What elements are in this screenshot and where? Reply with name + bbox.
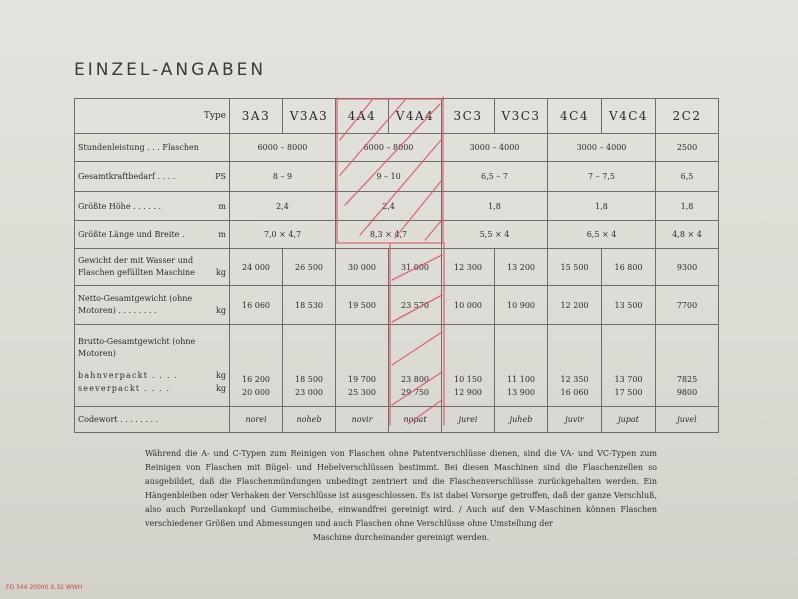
value-cell: 7,0 × 4,7	[230, 221, 336, 249]
value-cell: 9 – 10	[336, 162, 442, 192]
value-cell: 10 000	[442, 286, 495, 325]
type-3c3: 3C3	[442, 99, 495, 134]
type-v3a3: V3A3	[283, 99, 336, 134]
label-line: Gewicht der mit Wasser und	[78, 256, 194, 265]
table-row-hoehe	[75, 192, 719, 221]
value-cell	[656, 325, 719, 407]
type-v4c4: V4C4	[602, 99, 656, 134]
type-v3c3: V3C3	[495, 99, 548, 134]
bahn-value: 13 700	[614, 375, 643, 384]
value-cell	[230, 325, 283, 407]
see-value: 20 000	[242, 388, 270, 397]
unit-label: kg	[216, 268, 226, 277]
see-value: 23 000	[295, 388, 323, 397]
value-cell: 6000 – 8000	[230, 134, 336, 162]
value-cell: 2,4	[230, 192, 336, 221]
value-cell	[336, 325, 389, 407]
type-v4a4: V4A4	[389, 99, 442, 134]
value-cell	[495, 325, 548, 407]
bahn-value: 23 800	[401, 375, 429, 384]
unit-label: kg	[216, 306, 226, 315]
see-value: 25 300	[348, 388, 376, 397]
value-cell: 6,5	[656, 162, 719, 192]
value-cell: 4,8 × 4	[656, 221, 719, 249]
value-cell: 10 900	[495, 286, 548, 325]
label-line: Brutto-Gesamtgewicht (ohne	[78, 337, 196, 346]
type-4c4: 4C4	[548, 99, 602, 134]
value-cell: 8 – 9	[230, 162, 336, 192]
see-value: 13 900	[507, 388, 535, 397]
bahn-value: 12 350	[560, 375, 589, 384]
value-cell: 6000 – 8000	[336, 134, 442, 162]
value-cell: 1,8	[442, 192, 548, 221]
label-text: Größte Höhe . . . . . .	[78, 201, 162, 211]
codeword-cell: jurei	[442, 407, 495, 433]
type-3a3: 3A3	[230, 99, 283, 134]
codeword-cell: juvel	[656, 407, 719, 433]
value-cell	[548, 325, 602, 407]
label-text: Größte Länge und Breite .	[78, 230, 185, 239]
row-label-laenge-breite	[75, 221, 230, 249]
see-value: 9800	[676, 388, 698, 397]
table-row-codewort	[75, 407, 719, 433]
value-cell: 13 500	[602, 286, 656, 325]
table-row-netto	[75, 286, 719, 325]
value-cell: 31 000	[389, 249, 442, 286]
value-cell: 13 200	[495, 249, 548, 286]
table-row-gewicht	[75, 249, 719, 286]
row-label-hoehe	[75, 192, 230, 221]
see-value: 16 060	[560, 388, 589, 397]
value-cell	[602, 325, 656, 407]
page-heading: EINZEL-ANGABEN	[74, 60, 267, 80]
paragraph-last-line: Maschine durcheinander gereinigt werden.	[312, 533, 490, 542]
description-paragraph	[145, 447, 657, 545]
value-cell: 1,8	[548, 192, 656, 221]
table-row-type	[75, 99, 719, 134]
row-label-stundenleistung: Stundenleistung . . . Flaschen	[75, 134, 230, 162]
value-cell: 3000 – 4000	[548, 134, 656, 162]
label-line: Netto-Gesamtgewicht (ohne	[78, 294, 193, 303]
codeword-cell: nopat	[389, 407, 442, 433]
codeword-cell: juvir	[548, 407, 602, 433]
type-label: Type	[75, 99, 230, 134]
value-cell: 7700	[656, 286, 719, 325]
value-cell: 6,5 × 4	[548, 221, 656, 249]
value-cell: 2,4	[336, 192, 442, 221]
unit-label: PS	[215, 172, 226, 181]
label-line: Motoren) . . . . . . . .	[78, 306, 157, 315]
value-cell	[389, 325, 442, 407]
bahn-value: 11 100	[507, 375, 535, 384]
table-row-stundenleistung	[75, 134, 719, 162]
paragraph-body: Während die A- und C-Typen zum Reinigen von Flaschen ohne Patentverschlüsse dienen, sind die VA- und VC-Typen zum Reinigen von Flaschen mit Bügel- und Hebelverschlüssen bestimmt. Bei diesen Maschinen sind die Flaschenzellen so ausgebildet, daß die Flaschenmündungen unbedingt zentriert und die Flaschenverschlüsse zurückgehalten werden. Ein Hängenbleiben oder Verhaken der Verschlüsse ist ausgeschlossen. Es ist dabei Vorsorge getroffen, daß der ganze Verschluß, also auch Porzellankopf und Gummischeibe, einwandfrei gereinigt wird. / Auch auf den V-Maschinen können Flaschen verschiedener Größen und Abmessungen und auch Flaschen ohne Verschlüsse ohne Umstellung der	[145, 449, 657, 528]
codeword-cell: juheb	[495, 407, 548, 433]
value-cell: 23 570	[389, 286, 442, 325]
value-cell: 9300	[656, 249, 719, 286]
value-cell: 12 200	[548, 286, 602, 325]
row-label-kraftbedarf	[75, 162, 230, 192]
unit-label: kg	[216, 384, 226, 393]
value-cell: 26 500	[283, 249, 336, 286]
row-label-codewort: Codewort . . . . . . . .	[75, 407, 230, 433]
type-2c2: 2C2	[656, 99, 719, 134]
value-cell	[283, 325, 336, 407]
value-cell: 18 530	[283, 286, 336, 325]
value-cell: 24 000	[230, 249, 283, 286]
value-cell: 19 500	[336, 286, 389, 325]
value-cell: 2500	[656, 134, 719, 162]
value-cell: 12 300	[442, 249, 495, 286]
value-cell	[442, 325, 495, 407]
label-line: Flaschen gefüllten Maschine	[78, 268, 195, 277]
table-row-laenge-breite	[75, 221, 719, 249]
unit-label: m	[218, 230, 226, 239]
codeword-cell: noheb	[283, 407, 336, 433]
spec-table	[74, 98, 719, 433]
label-bahnverpackt: bahnverpackt . . . .	[78, 371, 179, 380]
unit-label: m	[218, 201, 226, 211]
codeword-cell: jupat	[602, 407, 656, 433]
unit-label: kg	[216, 371, 226, 380]
row-label-netto	[75, 286, 230, 325]
value-cell: 16 800	[602, 249, 656, 286]
table-row-kraftbedarf	[75, 162, 719, 192]
row-label-gewicht	[75, 249, 230, 286]
value-cell: 7 – 7,5	[548, 162, 656, 192]
label-text: Gesamtkraftbedarf . . . .	[78, 172, 176, 181]
print-code: FD 344 20000 X.32 WWH	[6, 584, 83, 591]
see-value: 17 500	[614, 388, 643, 397]
row-label-brutto	[75, 325, 230, 407]
label-seeverpackt: seeverpackt . . . .	[78, 384, 171, 393]
bahn-value: 10 150	[454, 375, 482, 384]
value-cell: 30 000	[336, 249, 389, 286]
label-line: Motoren)	[78, 349, 116, 358]
value-cell: 5,5 × 4	[442, 221, 548, 249]
codeword-cell: norei	[230, 407, 283, 433]
value-cell: 16 060	[230, 286, 283, 325]
value-cell: 8,3 × 4,7	[336, 221, 442, 249]
see-value: 29 750	[401, 388, 429, 397]
codeword-cell: novir	[336, 407, 389, 433]
type-4a4: 4A4	[336, 99, 389, 134]
value-cell: 6,5 – 7	[442, 162, 548, 192]
value-cell: 15 500	[548, 249, 602, 286]
value-cell: 3000 – 4000	[442, 134, 548, 162]
bahn-value: 16 200	[242, 375, 270, 384]
bahn-value: 7825	[676, 375, 698, 384]
see-value: 12 900	[454, 388, 482, 397]
bahn-value: 19 700	[348, 375, 376, 384]
table-row-brutto	[75, 325, 719, 407]
bahn-value: 18 500	[295, 375, 323, 384]
value-cell: 1,8	[656, 192, 719, 221]
